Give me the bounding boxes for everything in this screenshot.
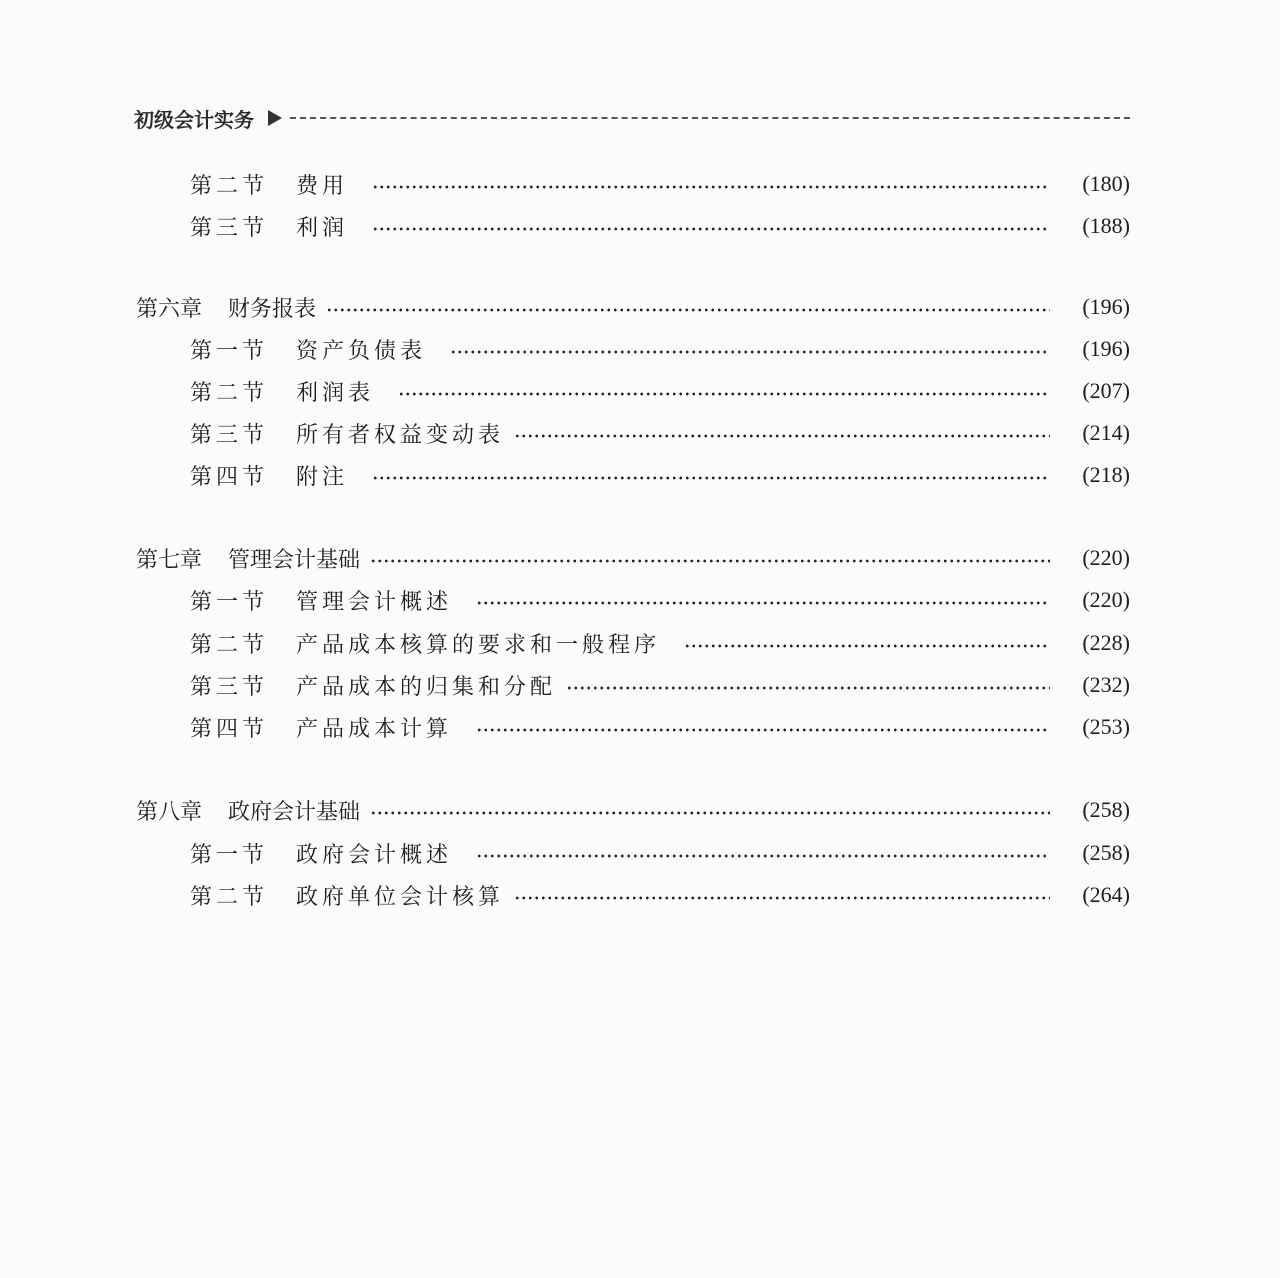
dot-leader	[372, 185, 1050, 189]
section-title: 利润	[296, 215, 349, 241]
dot-leader	[514, 896, 1050, 900]
chapter-title: 政府会计基础	[228, 799, 361, 825]
triangle-right-icon	[268, 110, 282, 126]
toc-entry-chapter[interactable]	[136, 792, 1130, 828]
dot-leader	[476, 728, 1050, 732]
dot-leader	[398, 392, 1050, 396]
dot-leader	[370, 559, 1050, 563]
dot-leader	[450, 350, 1050, 354]
toc-entry-section[interactable]	[190, 625, 1130, 661]
section-title: 费用	[296, 173, 349, 199]
dot-leader	[566, 686, 1050, 690]
section-title: 产品成本计算	[296, 716, 453, 742]
section-title: 产品成本核算的要求和一般程序	[296, 632, 661, 658]
dot-leader	[372, 476, 1050, 480]
page-number: (188)	[1082, 213, 1130, 238]
page-number: (218)	[1082, 462, 1130, 487]
page-number: (228)	[1082, 630, 1130, 655]
page-number: (258)	[1082, 797, 1130, 822]
section-number: 第一节	[190, 338, 269, 364]
page-number: (258)	[1082, 840, 1130, 865]
section-title: 产品成本的归集和分配	[296, 674, 557, 700]
page-number: (232)	[1082, 672, 1130, 697]
chapter-title: 财务报表	[228, 296, 317, 322]
dot-leader	[684, 644, 1050, 648]
page-number: (220)	[1082, 545, 1130, 570]
chapter-title: 管理会计基础	[228, 547, 361, 573]
dot-leader	[372, 227, 1050, 231]
toc-entry-section[interactable]	[190, 373, 1130, 409]
section-title: 管理会计概述	[296, 589, 453, 615]
toc-entry-section[interactable]	[190, 208, 1130, 244]
section-number: 第三节	[190, 215, 269, 241]
dashed-rule	[290, 117, 1130, 119]
section-number: 第二节	[190, 173, 269, 199]
section-title: 政府会计概述	[296, 842, 453, 868]
chapter-number: 第八章	[136, 799, 203, 825]
running-header	[134, 102, 1130, 134]
section-number: 第二节	[190, 380, 269, 406]
book-title: 初级会计实务	[134, 107, 254, 132]
section-number: 第三节	[190, 674, 269, 700]
page-number: (253)	[1082, 714, 1130, 739]
section-number: 第二节	[190, 632, 269, 658]
toc-entry-section[interactable]	[190, 877, 1130, 913]
section-title: 政府单位会计核算	[296, 884, 505, 910]
toc-entry-section[interactable]	[190, 709, 1130, 745]
section-title: 所有者权益变动表	[296, 422, 505, 448]
section-number: 第三节	[190, 422, 269, 448]
section-title: 利润表	[296, 380, 375, 406]
section-title: 附注	[296, 464, 349, 490]
dot-leader	[326, 308, 1050, 312]
dot-leader	[476, 601, 1050, 605]
page-number: (207)	[1082, 378, 1130, 403]
toc-entry-section[interactable]	[190, 415, 1130, 451]
chapter-number: 第七章	[136, 547, 203, 573]
toc-entry-chapter[interactable]	[136, 540, 1130, 576]
section-number: 第二节	[190, 884, 269, 910]
toc-entry-section[interactable]	[190, 331, 1130, 367]
dot-leader	[370, 811, 1050, 815]
page-number: (264)	[1082, 882, 1130, 907]
toc-entry-section[interactable]	[190, 457, 1130, 493]
page-number: (220)	[1082, 587, 1130, 612]
dot-leader	[476, 854, 1050, 858]
toc-entry-section[interactable]	[190, 667, 1130, 703]
page-number: (196)	[1082, 336, 1130, 361]
chapter-number: 第六章	[136, 296, 203, 322]
section-number: 第四节	[190, 464, 269, 490]
section-number: 第一节	[190, 589, 269, 615]
toc-entry-section[interactable]	[190, 582, 1130, 618]
dot-leader	[514, 434, 1050, 438]
page-number: (214)	[1082, 420, 1130, 445]
section-number: 第四节	[190, 716, 269, 742]
toc-entry-section[interactable]	[190, 835, 1130, 871]
page-number: (180)	[1082, 171, 1130, 196]
section-number: 第一节	[190, 842, 269, 868]
toc-entry-chapter[interactable]	[136, 289, 1130, 325]
page-number: (196)	[1082, 294, 1130, 319]
section-title: 资产负债表	[296, 338, 427, 364]
toc-entry-section[interactable]	[190, 166, 1130, 202]
